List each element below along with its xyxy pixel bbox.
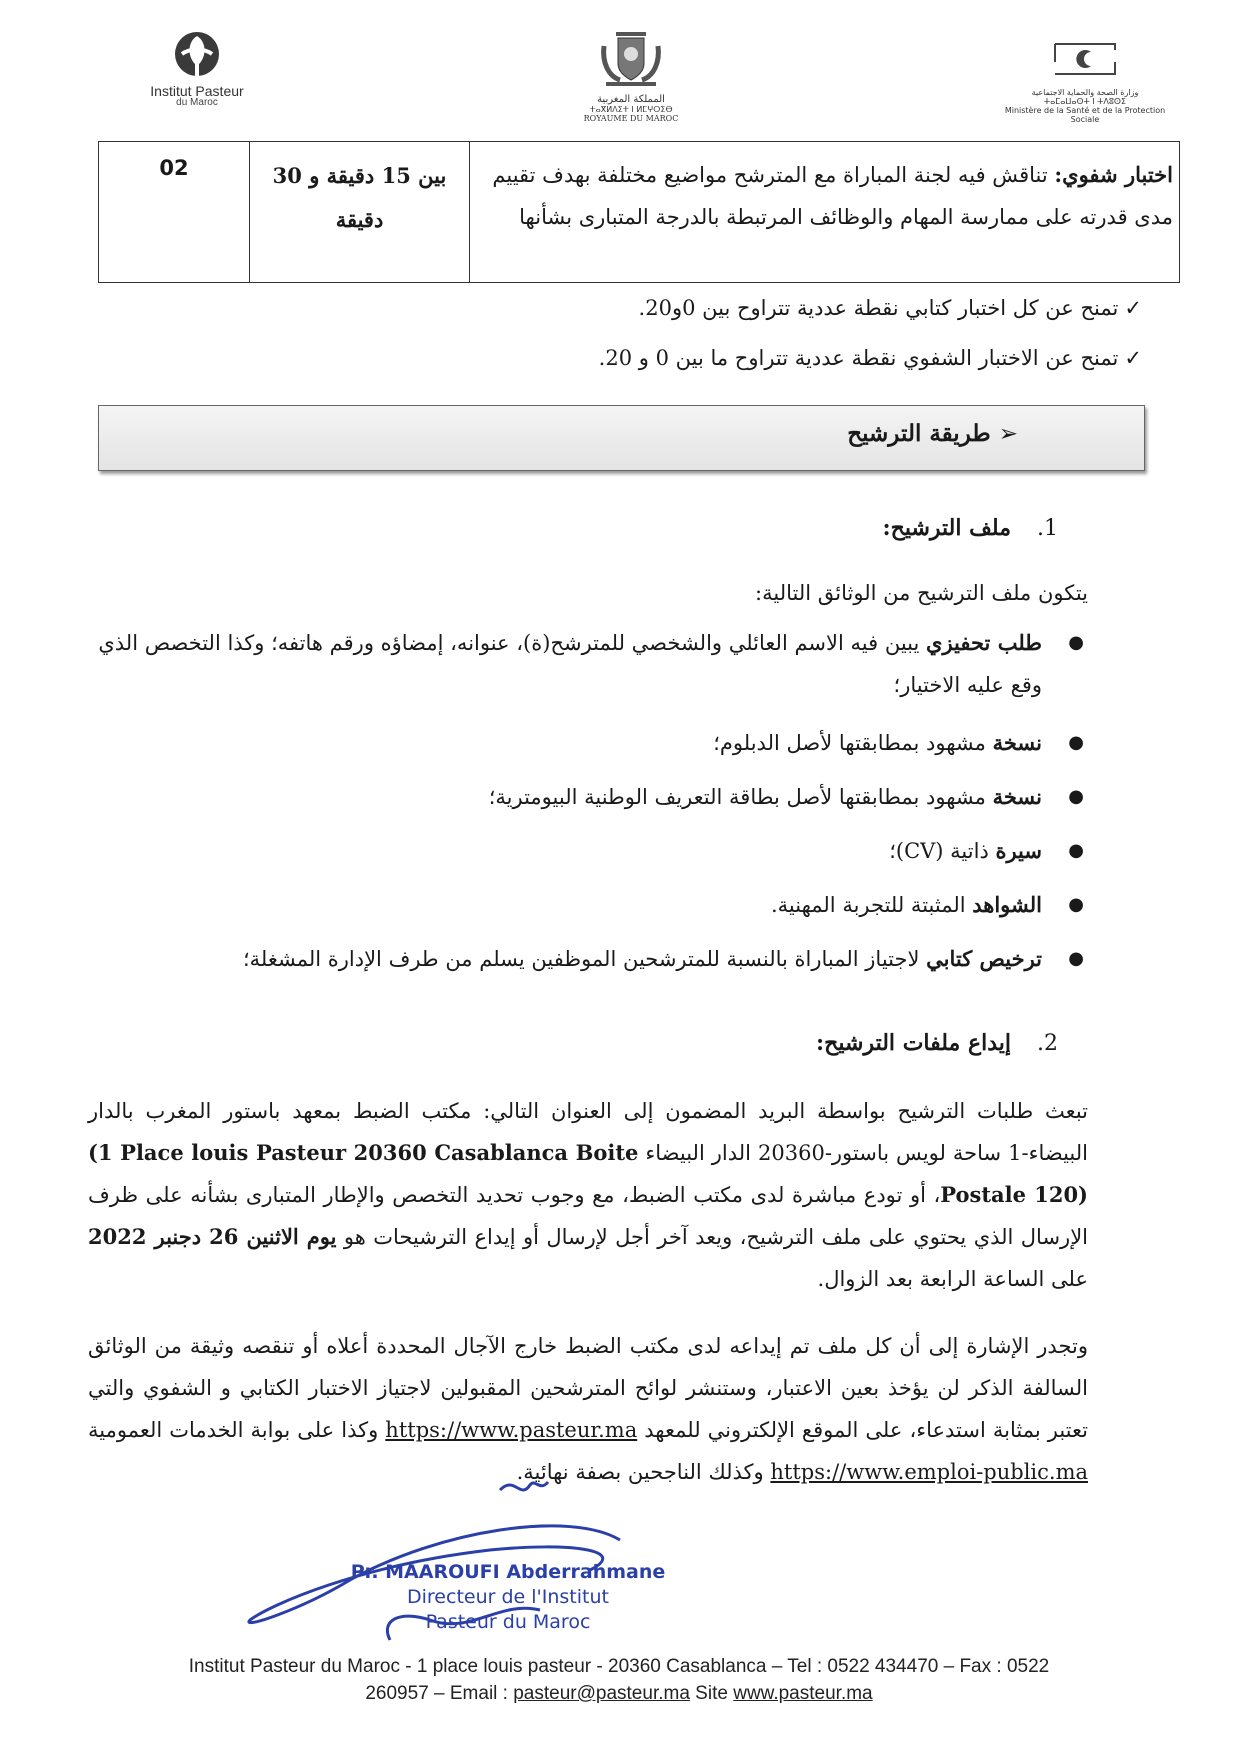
list-item: ● سيرة ذاتية (CV)؛ xyxy=(889,838,1084,863)
coat-of-arms-icon xyxy=(596,28,666,90)
table-cell-duration: بين 15 دقيقة و 30 دقيقة xyxy=(249,142,469,282)
part1-heading xyxy=(883,515,1059,541)
institut-pasteur-logo xyxy=(112,28,282,110)
page-footer xyxy=(100,1653,1138,1707)
list-item: ● نسخة مشهود بمطابقتها لأصل بطاقة التعريف الوطنية البيومترية؛ xyxy=(488,784,1084,809)
table-cell-coefficient: 02 xyxy=(159,156,189,180)
section-title-text: طريقة الترشيح xyxy=(847,420,991,447)
part2-heading xyxy=(816,1030,1058,1056)
part1-heading-text: ملف الترشيح: xyxy=(882,515,1011,541)
royaume-tif-text: ⵜⴰⴳⵍⴷⵉⵜ ⵏ ⵍⵎⵖⵔⵉⴱ xyxy=(589,105,673,114)
check-text: تمنح عن الاختبار الشفوي نقطة عددية تتراوح ما بين 0 و 20. xyxy=(598,346,1119,370)
royaume-ar-text: المملكة المغربية xyxy=(597,94,665,105)
documents-list xyxy=(88,622,1088,980)
ministry-logo xyxy=(1000,34,1170,124)
list-item: ● الشواهد المثبتة للتجربة المهنية. xyxy=(770,892,1084,917)
section-title xyxy=(847,420,1018,447)
signatory-role: Directeur de l'Institut xyxy=(407,1586,609,1608)
ministry-fr-text: Ministère de la Santé et de la Protection Sociale xyxy=(1004,106,1166,124)
list-item: ● نسخة مشهود بمطابقتها لأصل الدبلوم؛ xyxy=(713,730,1084,755)
pasteur-logo-sub: du Maroc xyxy=(176,97,218,108)
part1-intro: يتكون ملف الترشيح من الوثائق التالية: xyxy=(755,581,1088,605)
oral-exam-label: اختبار شفوي: xyxy=(1054,162,1173,187)
exam-table xyxy=(98,141,1180,283)
footer-site-link[interactable]: www.pasteur.ma xyxy=(733,1683,873,1704)
part2-heading-text: إيداع ملفات الترشيح: xyxy=(816,1030,1011,1056)
footer-email-link[interactable]: pasteur@pasteur.ma xyxy=(513,1683,690,1704)
arrow-bullet-icon: ➢ xyxy=(998,421,1018,447)
royaume-logo xyxy=(566,28,696,123)
postal-address-latin: (1 Place louis Pasteur 20360 Casablanca Boite Postale 120) xyxy=(88,1140,1088,1207)
pasteur-website-link[interactable]: https://www.pasteur.ma xyxy=(385,1418,638,1442)
part2-paragraph-1: تبعث طلبات الترشيح بواسطة البريد المضمون إلى العنوان التالي: مكتب الضبط بمعهد باستور المغرب بالدار البيضاء-1 ساحة لويس باستور-20360 الدار البيضاء (1 Place louis Pasteur 20360 Casablanca Boite Postale 120)، أو تودع مباشرة لدى مكتب الضبط، مع وجوب تحديد التخصص والإطار المتبارى بشأنه على ظرف الإرسال الذي يحتوي على ملف الترشيح، ويعد آخر أجل لإرسال أو إيداع الترشيحات هو يوم الاثنين 26 دجنبر 2022 على الساعة الرابعة بعد الزوال. xyxy=(88,1099,1089,1291)
check-text: تمنح عن كل اختبار كتابي نقطة عددية تتراوح بين 0و20. xyxy=(638,296,1119,320)
royaume-fr-text: ROYAUME DU MAROC xyxy=(583,114,679,123)
part2-number: 2. xyxy=(1037,1031,1058,1056)
check-item-written xyxy=(639,296,1142,320)
checkmark-icon: ✓ xyxy=(1124,296,1142,320)
check-item-oral xyxy=(599,346,1142,370)
footer-address: Institut Pasteur du Maroc - 1 place louis pasteur - 20360 Casablanca – Tel : 0522 434470 – Fax : 0522 xyxy=(188,1656,1050,1677)
part2-paragraph-2: وتجدر الإشارة إلى أن كل ملف تم إيداعه لدى مكتب الضبط خارج الآجال المحددة أعلاه أو تنقصه وثيقة من الوثائق السالفة الذكر لن يؤخذ بعين الاعتبار، وستنشر لوائح المترشحين المقبولين لاجتياز الاختبار الكتابي و الشفوي والتي تعتبر بمثابة استدعاء، على الموقع الإلكتروني للمعهد https://www.pasteur.ma وكذا على بوابة الخدمات العمومية https://www.emploi-public.ma وكذلك الناجحين بصفة نهائية. xyxy=(88,1334,1088,1484)
pasteur-emblem-icon xyxy=(152,28,242,80)
footer-contact: 260957 – Email : pasteur@pasteur.ma Site www.pasteur.ma xyxy=(365,1683,873,1704)
signatory-org: Pasteur du Maroc xyxy=(425,1611,591,1633)
ministry-tif-text: ⵜⴰⵎⴰⵡⴰⵙⵜ ⵏ ⵜⴷⵓⵙⵉ xyxy=(1043,97,1127,106)
list-item: ● طلب تحفيزي يبين فيه الاسم العائلي والشخصي للمترشح(ة)، عنوانه، إمضاؤه ورقم هاتفه؛ وكذا التخصص الذي وقع عليه الاختيار؛ xyxy=(98,630,1084,697)
emploi-public-link[interactable]: https://www.emploi-public.ma xyxy=(770,1460,1088,1484)
ministry-ar-text: وزارة الصحة والحماية الاجتماعية xyxy=(1031,88,1139,97)
table-cell-description xyxy=(469,142,1179,282)
part1-number: 1. xyxy=(1037,516,1058,541)
deadline-date: يوم الاثنين 26 دجنبر 2022 xyxy=(88,1224,337,1249)
checkmark-icon: ✓ xyxy=(1124,346,1142,370)
ministry-crescent-icon xyxy=(1045,34,1125,84)
pasteur-logo-name: Institut Pasteur xyxy=(150,83,244,99)
signature-block xyxy=(343,1560,673,1635)
list-item: ● ترخيص كتابي لاجتياز المباراة بالنسبة للمترشحين الموظفين يسلم من طرف الإدارة المشغلة؛ xyxy=(242,946,1084,971)
oral-exam-description: تناقش فيه لجنة المباراة مع المترشح مواضيع مختلفة بهدف تقييم مدى قدرته على ممارسة المهام والوظائف المرتبطة بالدرجة المتبارى بشأنها xyxy=(492,163,1173,229)
signatory-name: Pr. MAAROUFI Abderrahmane xyxy=(350,1561,666,1583)
